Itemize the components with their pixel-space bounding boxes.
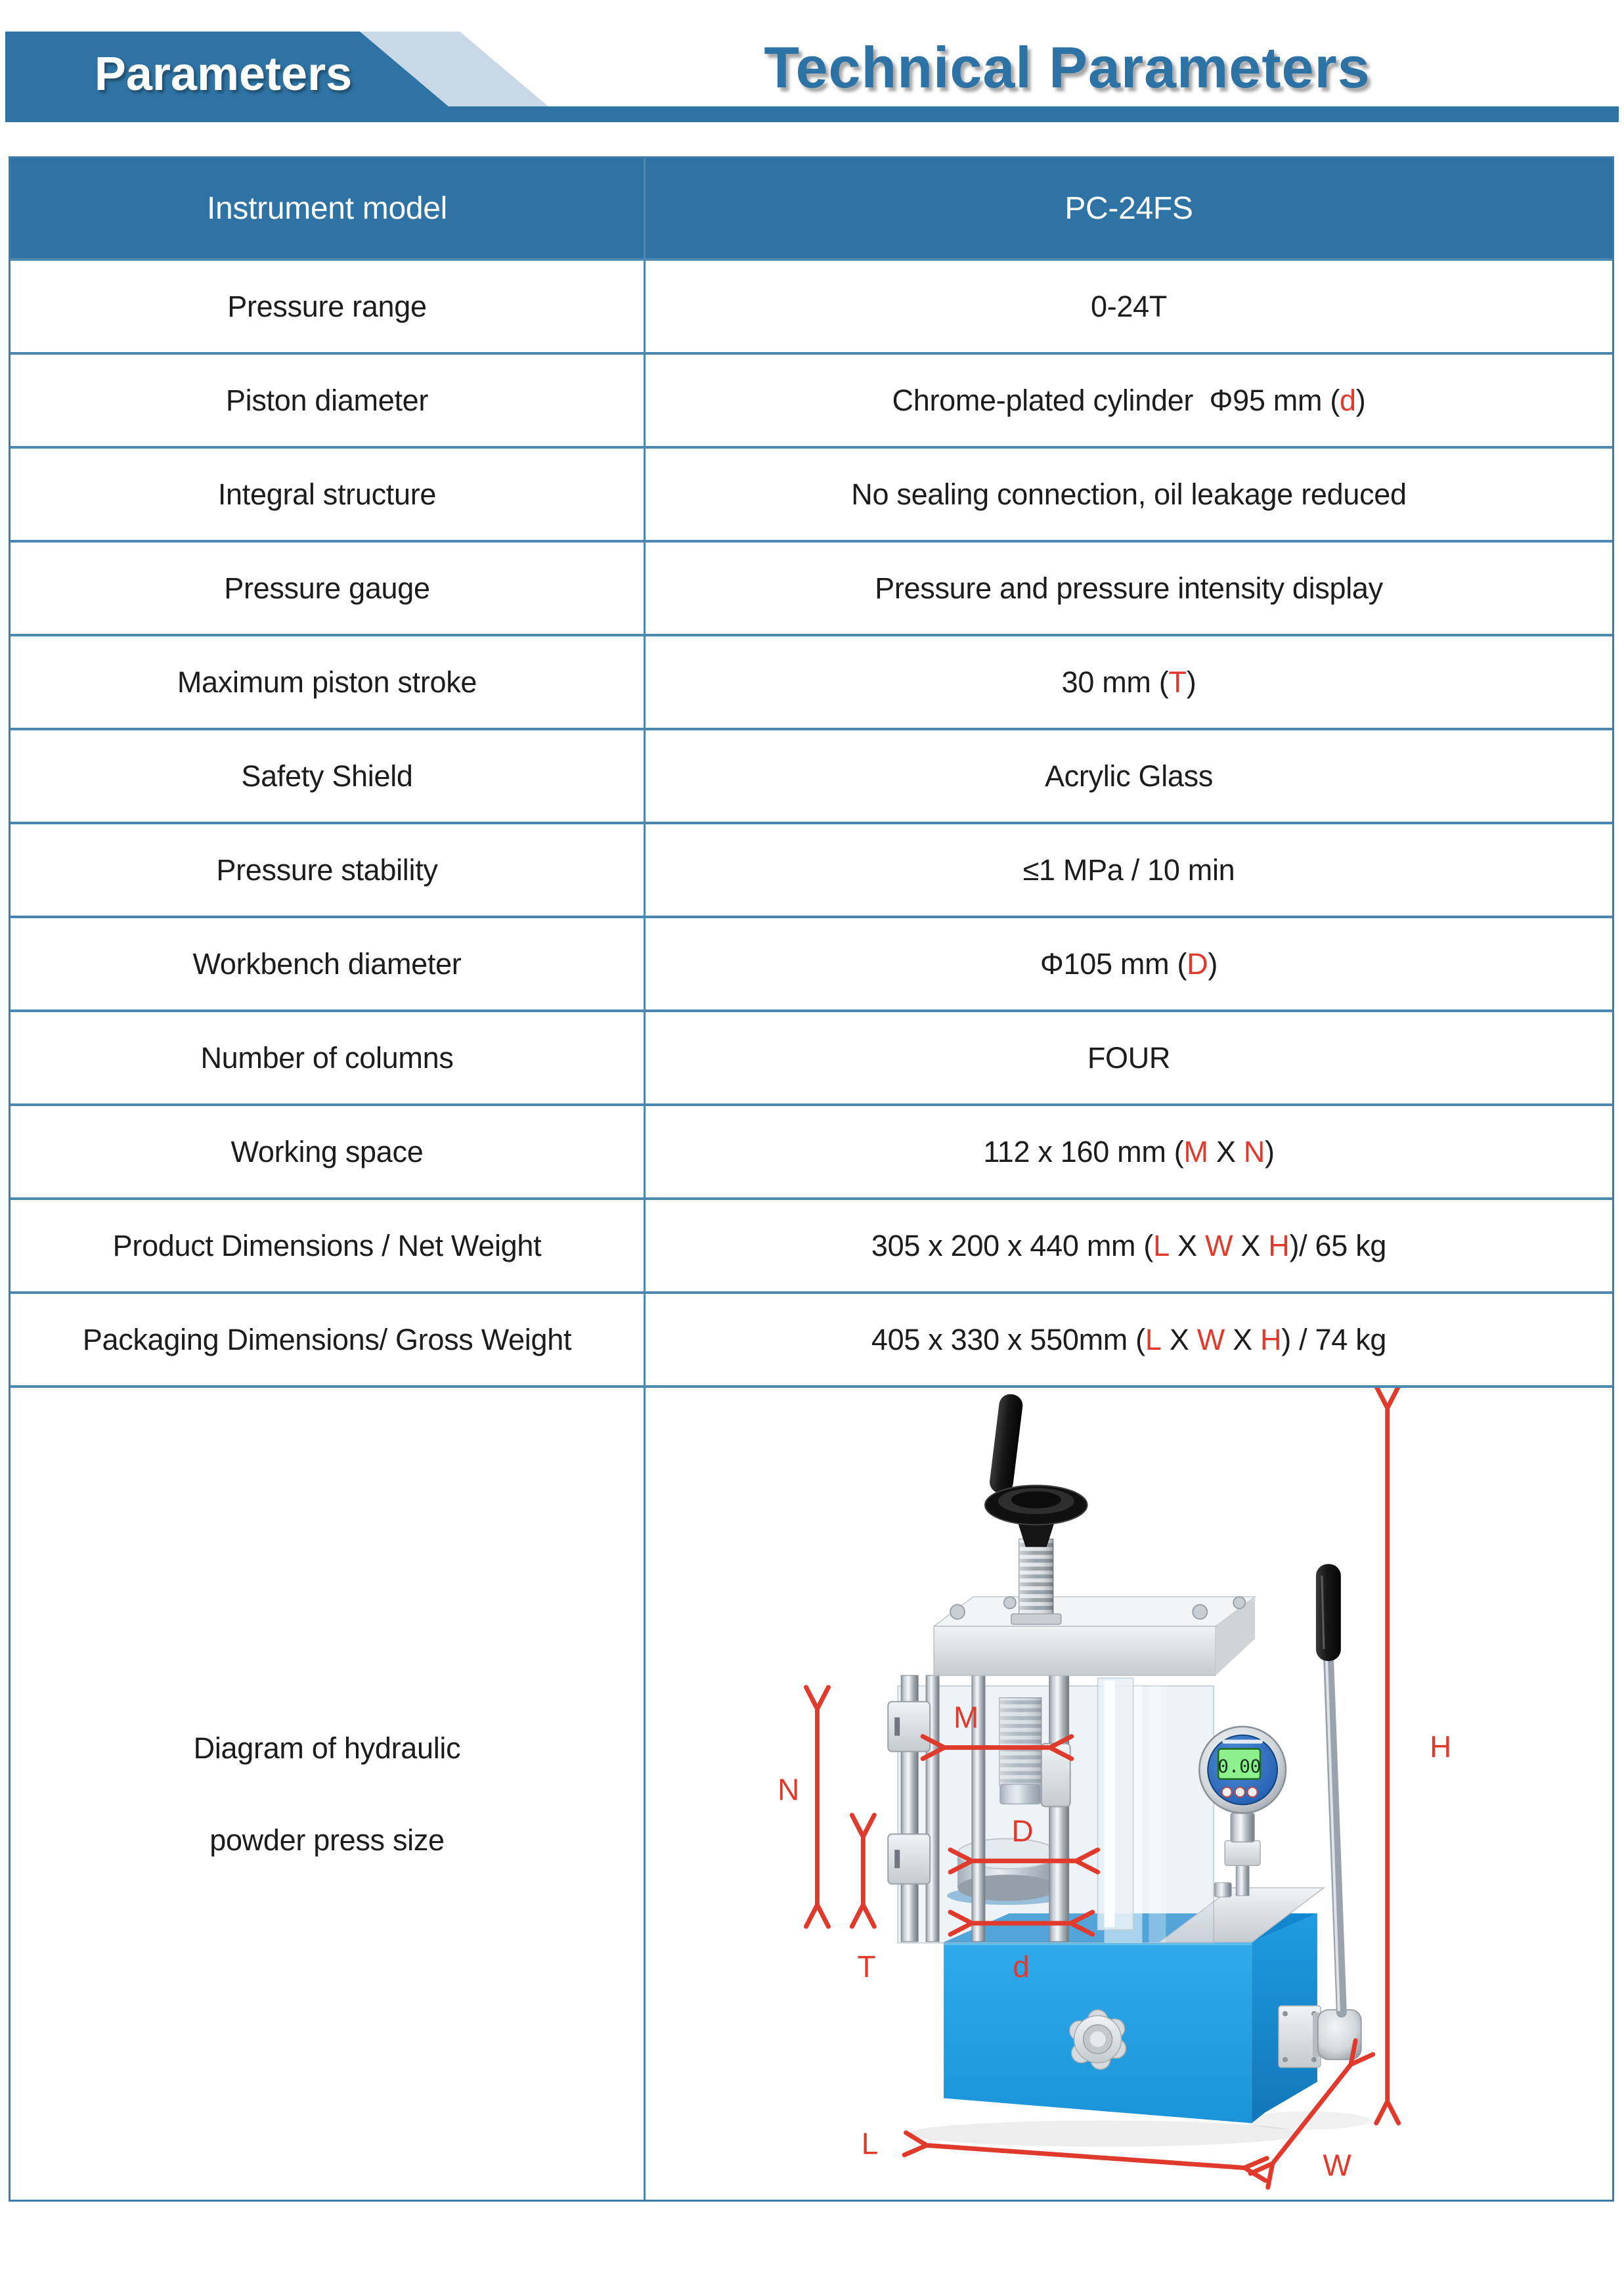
diagram-cell xyxy=(644,1385,1612,2200)
value-text: Acrylic Glass xyxy=(1044,759,1214,793)
diagram-caption-line2: powder press size xyxy=(209,1823,445,1857)
row-value-3 xyxy=(644,540,1612,634)
dimension-letter-ref: D xyxy=(1187,946,1208,981)
value-text: 112 x 160 mm ( xyxy=(983,1134,1184,1168)
label-N: N xyxy=(778,1772,799,1807)
row-value-0 xyxy=(644,258,1612,352)
value-text: Φ105 mm ( xyxy=(1040,946,1187,981)
gauge-button xyxy=(1248,1787,1258,1797)
label-M: M xyxy=(954,1700,978,1735)
hand-pump xyxy=(1279,2006,1361,2068)
value-text: 30 mm ( xyxy=(1061,665,1169,699)
diagram-caption-line1: Diagram of hydraulic xyxy=(193,1731,461,1765)
row-label-6: Pressure stability xyxy=(11,822,644,916)
value-text: X xyxy=(1161,1322,1197,1356)
row-value-11 xyxy=(644,1291,1612,1385)
row-label-10: Product Dimensions / Net Weight xyxy=(11,1197,644,1291)
page-title: Technical Parameters xyxy=(764,35,1371,100)
value-text: )/ 65 kg xyxy=(1289,1228,1387,1262)
value-text: 0-24T xyxy=(1090,289,1168,323)
banner-label: Parameters xyxy=(94,48,353,100)
value-text: No sealing connection, oil leakage reduced xyxy=(851,477,1407,511)
value-text: X xyxy=(1208,1134,1244,1168)
row-label-4: Maximum piston stroke xyxy=(11,634,644,728)
row-label-3: Pressure gauge xyxy=(11,540,644,634)
dimension-letter-ref: W xyxy=(1204,1228,1233,1262)
value-text: ≤1 MPa / 10 min xyxy=(1022,853,1235,887)
arrow-L xyxy=(928,2145,1243,2167)
dimension-letter-ref: N xyxy=(1243,1134,1265,1168)
value-text: ) xyxy=(1186,665,1196,699)
value-text: Pressure and pressure intensity display xyxy=(875,571,1383,605)
row-value-9 xyxy=(644,1103,1612,1197)
row-label-7: Workbench diameter xyxy=(11,916,644,1010)
value-text: X xyxy=(1224,1322,1261,1356)
dimension-letter-ref: T xyxy=(1168,665,1187,699)
value-text: ) / 74 kg xyxy=(1281,1322,1387,1356)
row-value-10 xyxy=(644,1197,1612,1291)
value-text: X xyxy=(1169,1228,1205,1262)
row-label-5: Safety Shield xyxy=(11,728,644,822)
oil-filler-cap xyxy=(1214,1882,1231,1897)
value-text: X xyxy=(1233,1228,1269,1262)
lever-grip xyxy=(1316,1564,1341,1661)
table-header-label: Instrument model xyxy=(11,158,644,258)
gauge-button xyxy=(1222,1787,1232,1797)
row-value-6 xyxy=(644,822,1612,916)
hydraulic-press-diagram xyxy=(646,1388,1614,2202)
row-label-0: Pressure range xyxy=(11,258,644,352)
row-value-4 xyxy=(644,634,1612,728)
row-value-5 xyxy=(644,728,1612,822)
value-text: ) xyxy=(1355,383,1366,417)
value-text: 405 x 330 x 550mm ( xyxy=(871,1322,1145,1356)
label-T: T xyxy=(857,1949,876,1984)
gauge-reading: 0.00 xyxy=(1218,1755,1262,1777)
dimension-letter-ref: H xyxy=(1260,1322,1282,1356)
value-text: Chrome-plated cylinder Φ95 mm ( xyxy=(892,383,1340,417)
press-machine-illustration xyxy=(888,1393,1370,2147)
row-label-9: Working space xyxy=(11,1103,644,1197)
dimension-letter-ref: d xyxy=(1340,383,1356,417)
row-label-11: Packaging Dimensions/ Gross Weight xyxy=(11,1291,644,1385)
dimension-letter-ref: H xyxy=(1268,1228,1290,1262)
value-text: FOUR xyxy=(1087,1040,1171,1075)
row-value-2 xyxy=(644,446,1612,540)
diagram-caption xyxy=(11,1385,644,2200)
top-plate xyxy=(934,1597,1255,1676)
label-L: L xyxy=(861,2126,878,2161)
row-label-2: Integral structure xyxy=(11,446,644,540)
row-value-7 xyxy=(644,916,1612,1010)
dimension-letter-ref: M xyxy=(1183,1134,1208,1168)
pump-lever xyxy=(1316,1564,1342,2012)
screw-and-handwheel xyxy=(985,1393,1087,1624)
table-header-value: PC-24FS xyxy=(644,158,1612,258)
label-H: H xyxy=(1430,1729,1451,1764)
machine-shadow xyxy=(908,2120,1301,2146)
label-D: D xyxy=(1011,1813,1034,1848)
label-W: W xyxy=(1323,2148,1351,2183)
row-label-1: Piston diameter xyxy=(11,352,644,446)
gauge-button xyxy=(1235,1787,1245,1797)
value-text: 305 x 200 x 440 mm ( xyxy=(871,1228,1154,1262)
row-value-1 xyxy=(644,352,1612,446)
row-label-8: Number of columns xyxy=(11,1010,644,1103)
dimension-letter-ref: L xyxy=(1145,1322,1162,1356)
value-text: ) xyxy=(1208,946,1218,981)
dimension-letter-ref: L xyxy=(1153,1228,1170,1262)
technical-parameters-table xyxy=(9,156,1614,2202)
label-d: d xyxy=(1013,1949,1030,1984)
row-value-8 xyxy=(644,1010,1612,1103)
dimension-letter-ref: W xyxy=(1196,1322,1225,1356)
value-text: ) xyxy=(1264,1134,1275,1168)
handwheel-handle xyxy=(988,1393,1024,1495)
